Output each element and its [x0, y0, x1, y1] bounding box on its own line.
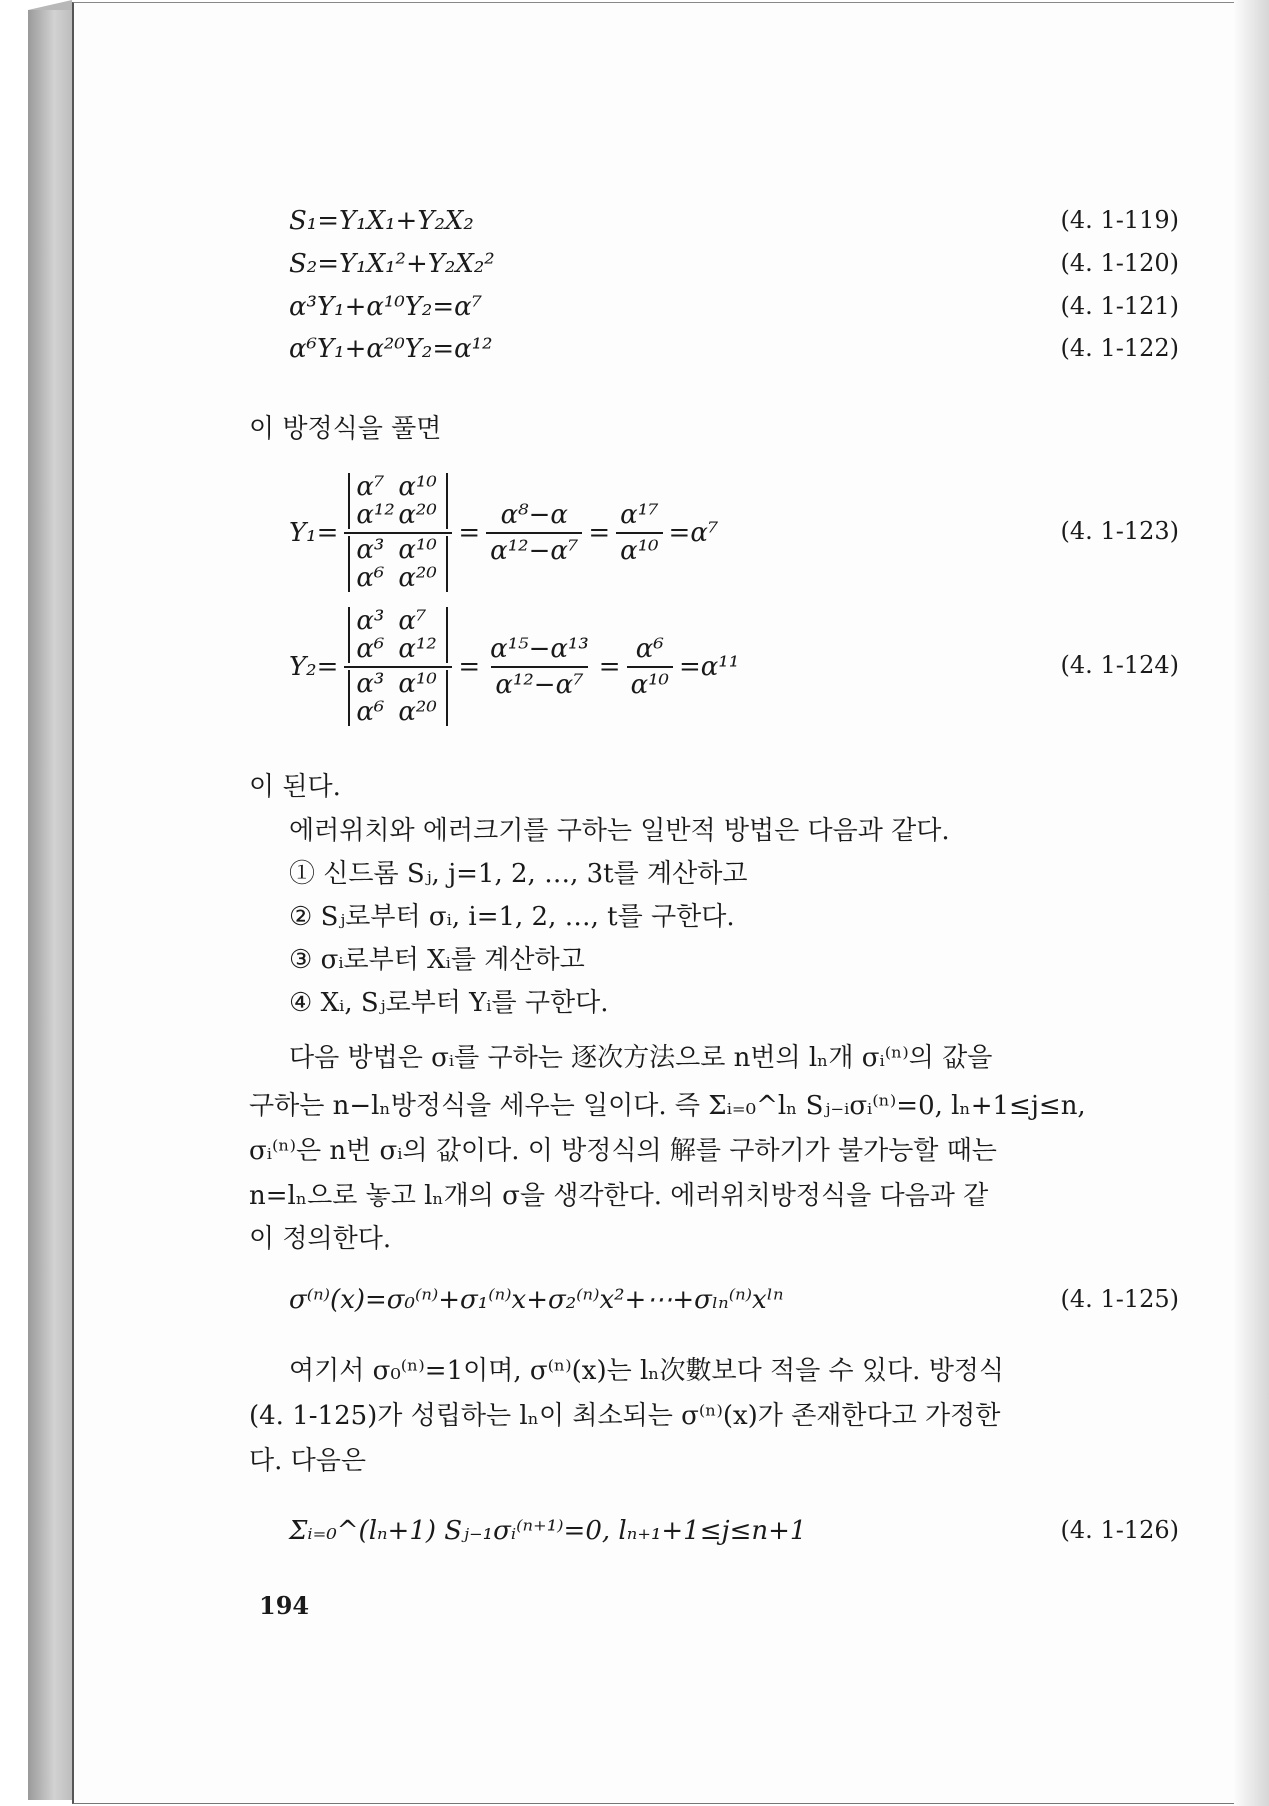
paragraph-line: 에러위치와 에러크기를 구하는 일반적 방법은 다음과 같다.	[289, 816, 950, 846]
paragraph-line: 이 정의한다.	[249, 1224, 392, 1254]
list-item: ④ Xᵢ, Sⱼ로부터 Yᵢ를 구한다.	[289, 988, 609, 1018]
equation-expr: σ⁽ⁿ⁾(x)=σ₀⁽ⁿ⁾+σ₁⁽ⁿ⁾x+σ₂⁽ⁿ⁾x²+⋯+σₗₙ⁽ⁿ⁾xˡⁿ	[289, 1285, 784, 1315]
paragraph-line: 다음 방법은 σᵢ를 구하는 逐次方法으로 n번의 lₙ개 σᵢ⁽ⁿ⁾의 값을	[289, 1043, 993, 1073]
y2-det-fraction	[344, 607, 452, 727]
equation-number: (4. 1-120)	[1060, 249, 1179, 277]
book-spine	[28, 10, 72, 1800]
paragraph-line: 여기서 σ₀⁽ⁿ⁾=1이며, σ⁽ⁿ⁾(x)는 lₙ次數보다 적을 수 있다. 방정식	[289, 1356, 1005, 1386]
y1-det-numerator: α⁷ α¹⁰ α¹² α²⁰	[348, 473, 448, 529]
paragraph-line: (4. 1-125)가 성립하는 lₙ이 최소되는 σ⁽ⁿ⁾(x)가 존재한다고 가정한	[249, 1401, 1001, 1431]
equation-number: (4. 1-122)	[1060, 334, 1179, 362]
equation-number: (4. 1-125)	[1060, 1285, 1179, 1313]
y1-fraction-3: $\frac{\text{α¹⁷}}{\text{α¹⁰}}$	[616, 500, 662, 566]
page-number: 194	[259, 1591, 310, 1620]
y2-fraction-2: $\frac{\text{α¹⁵−α¹³}}{\text{α¹²−α⁷}}$	[490, 634, 589, 700]
equation-expr: S₁=Y₁X₁+Y₂X₂	[289, 206, 474, 236]
equation-124	[259, 607, 1179, 727]
equation-number: (4. 1-123)	[1060, 517, 1179, 545]
y1-fraction-2: $\frac{\text{α⁸−α}}{\text{α¹²−α⁷}}$	[486, 500, 582, 566]
equation-number: (4. 1-124)	[1060, 651, 1179, 679]
equation-expr: α³Y₁+α¹⁰Y₂=α⁷	[289, 292, 483, 322]
paragraph-line: n=lₙ으로 놓고 lₙ개의 σ을 생각한다. 에러위치방정식을 다음과 같	[249, 1181, 989, 1211]
paragraph-line: 다. 다음은	[249, 1446, 366, 1476]
y1-result: =α⁷	[668, 518, 719, 548]
y1-expression: Y₁= α⁷ α¹⁰ α¹² α²⁰ α³ α¹⁰ α⁶ α²⁰ = $\frac{\text{α⁸−α}}{\text{α¹²−α⁷}}$ = $\frac{\text{α¹⁷}}{\text{α¹⁰}}$ =α⁷	[289, 472, 719, 593]
paragraph-line: σᵢ⁽ⁿ⁾은 n번 σᵢ의 값이다. 이 방정식의 解를 구하기가 불가능할 때는	[249, 1136, 997, 1166]
equation-number: (4. 1-126)	[1060, 1516, 1179, 1544]
equation-expr: α⁶Y₁+α²⁰Y₂=α¹²	[289, 334, 493, 364]
y1-det-fraction	[344, 473, 452, 593]
equation-number: (4. 1-119)	[1060, 206, 1179, 234]
y2-fraction-3: $\frac{\text{α⁶}}{\text{α¹⁰}}$	[627, 634, 673, 700]
equation-number: (4. 1-121)	[1060, 292, 1179, 320]
book-spine-top	[28, 0, 72, 10]
y2-det-numerator: α³ α⁷ α⁶ α¹²	[348, 607, 448, 663]
book-page	[72, 2, 1234, 1804]
paragraph-line: 구하는 n−lₙ방정식을 세우는 일이다. 즉 Σᵢ₌₀^lₙ Sⱼ₋ᵢσᵢ⁽ⁿ⁾=0, lₙ+1≤j≤n,	[249, 1091, 1086, 1121]
y1-det-denominator: α³ α¹⁰ α⁶ α²⁰	[348, 536, 448, 592]
y2-lhs: Y₂=	[289, 652, 339, 682]
page-shadow	[1231, 0, 1269, 1806]
equation-123	[259, 473, 1179, 593]
y1-lhs: Y₁=	[289, 518, 339, 548]
y2-expression: Y₂= α³ α⁷ α⁶ α¹² α³ α¹⁰ α⁶ α²⁰ = $\frac{\text{α¹⁵−α¹³}}{\text{α¹²−α⁷}}$ = $\frac{\text{α⁶}}{\text{α¹⁰}}$ =α¹¹	[289, 606, 740, 727]
text-solve: 이 방정식을 풀면	[249, 414, 442, 444]
equation-expr: Σᵢ₌₀^(lₙ+1) Sⱼ₋₁σᵢ⁽ⁿ⁺¹⁾=0, lₙ₊₁+1≤j≤n+1	[289, 1516, 807, 1546]
list-item: ③ σᵢ로부터 Xᵢ를 계산하고	[289, 945, 585, 975]
y2-det-denominator: α³ α¹⁰ α⁶ α²⁰	[348, 670, 448, 726]
list-item: ① 신드롬 Sⱼ, j=1, 2, …, 3t를 계산하고	[289, 859, 748, 889]
list-item: ② Sⱼ로부터 σᵢ, i=1, 2, …, t를 구한다.	[289, 902, 735, 932]
equation-expr: S₂=Y₁X₁²+Y₂X₂²	[289, 249, 495, 279]
text-becomes: 이 된다.	[249, 772, 341, 802]
y2-result: =α¹¹	[678, 652, 740, 682]
